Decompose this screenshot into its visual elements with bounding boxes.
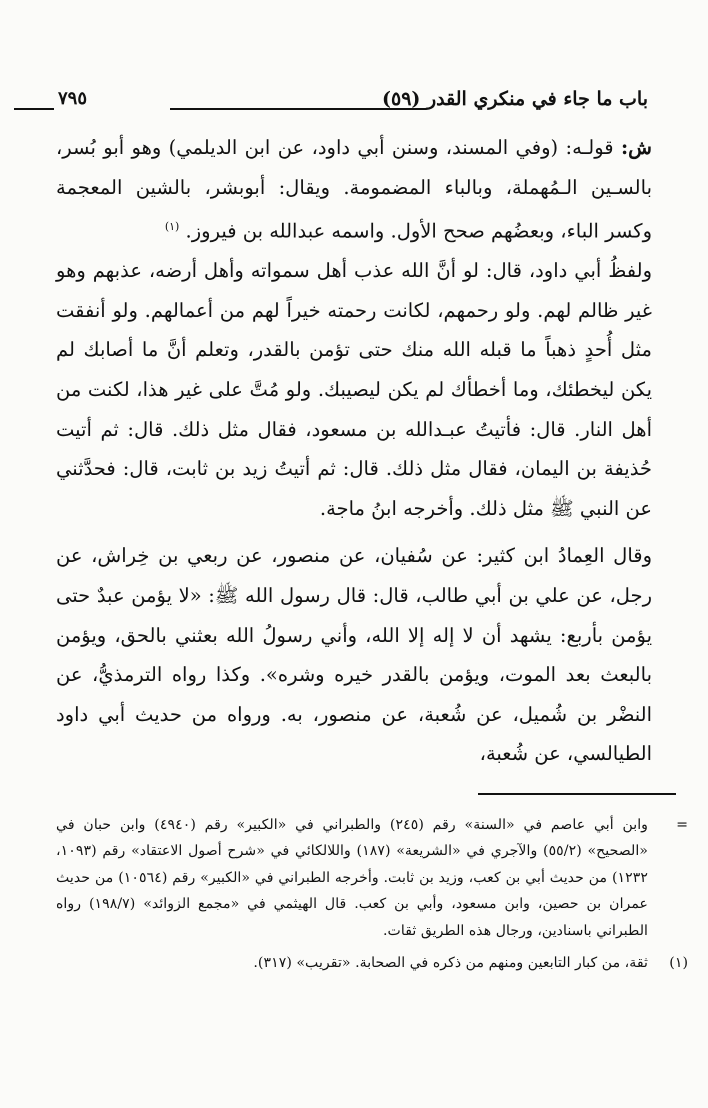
footnote-ref-1[interactable]: (١)	[164, 220, 180, 234]
paragraph-1	[56, 128, 652, 251]
paragraph-3: وقال العِمادُ ابن كثير: عن سُفيان، عن منصور، عن ربعي بن خِراش، عن رجل، عن علي بن أبي طالب، قال: قال رسول الله ﷺ: «لا يؤمن عبدٌ حتى يؤمن بأربع: يشهد أن لا إله إلا الله، وأني رسولُ الله بعثني بالحق، ويؤمن بالبعث بعد الموت، ويؤمن بالقدر خيره وشره». وكذا رواه الترمذيُّ، عن النضْر بن شُميل، عن شُعبة، عن منصور، به. ورواه من حديث أبي داود الطيالسي، عن شُعبة،	[56, 544, 652, 766]
continuation-mark: =	[676, 817, 688, 833]
footnote-1	[56, 950, 688, 976]
page-number: ٧٩٥	[58, 88, 88, 109]
header-rule	[170, 108, 426, 110]
running-header	[58, 86, 648, 116]
footnote-continuation-text: وابن أبي عاصم في «السنة» رقم (٢٤٥) والطبراني في «الكبير» رقم (٤٩٤٠) وابن حبان في «الصحيح» (٥٥/٢) والآجري في «الشريعة» (١٨٧) واللالكائي في «شرح أصول الاعتقاد» رقم (١٠٩٣، ١٢٣٢) من حديث أبي بن كعب، وزيد بن ثابت. وأخرجه الطبراني في «الكبير» رقم (١٠٥٦٤) من حديث عمران بن حصين، وابن مسعود، وأبي بن كعب. قال الهيثمي في «مجمع الزوائد» (١٩٨/٧) رواه الطبراني باسنادين، ورجال هذه الطريق ثقات.	[56, 817, 649, 939]
commentary-mark: ش:	[620, 136, 652, 159]
footnote-continuation	[56, 812, 688, 944]
paragraph-1-text: قولـه: (وفي المسند، وسنن أبي داود، عن ابن الديلمي) وهو أبو بُسر، بالسـين الـمُهملة، وبالباء المضمومة. ويقال: أبوبشر، بالشين المعجمة وكسر الباء، وبعضُهم صحح الأول. واسمه عبدالله بن فيروز.	[56, 136, 652, 243]
footnotes	[56, 812, 688, 976]
chapter-title: باب ما جاء في منكري القدر (٥٩)	[381, 88, 648, 110]
main-text	[56, 128, 652, 774]
footnote-separator	[478, 793, 676, 795]
footnote-1-number: (١)	[669, 955, 688, 972]
paragraph-2: ولفظُ أبي داود، قال: لو أنَّ الله عذب أهل سمواته وأهل أرضه، عذبهم وهو غير ظالم لهم. ولو رحمهم، لكانت رحمته خيراً لهم من أعمالهم. ولو أنفقت مثل أُحدٍ ذهباً ما قبله الله منك حتى تؤمن بالقدر، وتعلم أنَّ ما أصابك لم يكن ليخطئك، وما أخطأك لم يكن ليصيبك. ولو مُتَّ على غير هذا، لكنت من أهل النار. قال: فأتيتُ عبـدالله بن مسعود، فقال مثل ذلك. قال: ثم أتيت حُذيفة بن اليمان، فقال مثل ذلك. قال: ثم أتيتُ زيد بن ثابت، قال: فحدَّثني عن النبي ﷺ مثل ذلك. وأخرجه ابنُ ماجة.	[56, 259, 652, 520]
footnote-1-text: ثقة، من كبار التابعين ومنهم من ذكره في الصحابة. «تقريب» (٣١٧).	[253, 955, 648, 972]
